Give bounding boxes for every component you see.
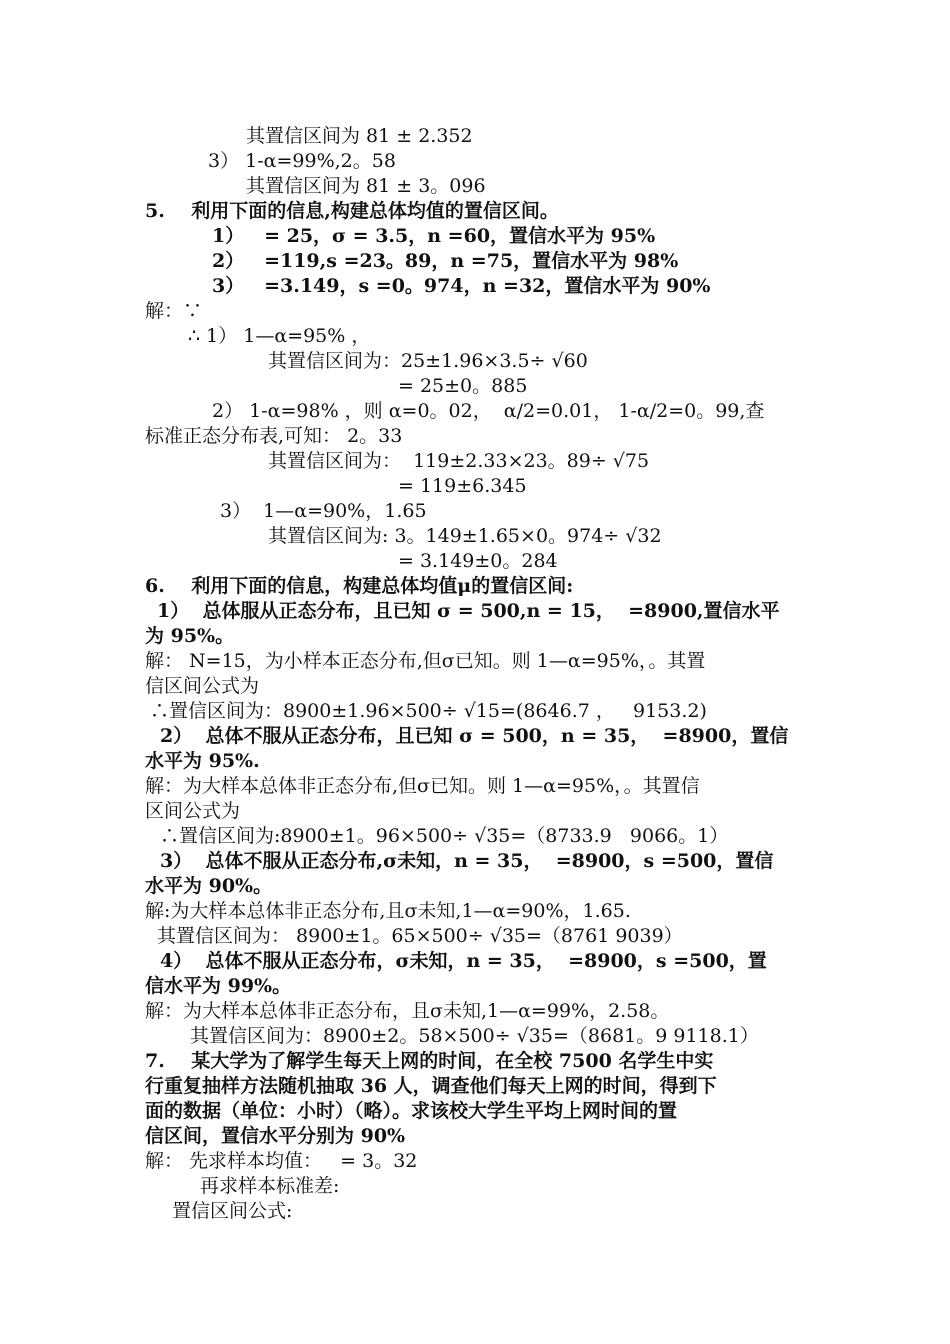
problem-5-heading: 5. 利用下面的信息,构建总体均值的置信区间。 [145,200,559,222]
text-line: 其置信区间为: 3。149±1.65×0。974÷ √32 [268,525,662,547]
problem-5-item-2: 2） =119,s =23。89，n =75，置信水平为 98% [212,250,679,272]
text-line: 其置信区间为 81 ± 3。096 [246,175,486,197]
text-line: 解： 先求样本均值： = 3。32 [145,1150,418,1172]
problem-7-text: 面的数据（单位：小时）（略）。求该校大学生平均上网时间的置 [145,1100,678,1122]
text-line: ∴置信区间为：8900±1.96×500÷ √15=(8646.7 ， 9153.2) [150,700,707,722]
text-line: 其置信区间为：8900±2。58×500÷ √35=（8681。9 9118.1） [190,1025,759,1047]
problem-6-item-1: 1） 总体服从正态分布，且已知 σ = 500,n = 15， =8900,置信水平 [157,600,780,622]
text-line: 区间公式为 [145,800,241,822]
text-line: ∴ 1） 1—α=95% ， [188,325,371,347]
problem-6-item-2: 2） 总体不服从正态分布，且已知 σ = 500，n = 35， =8900，置信 [160,725,789,747]
text-line: 解：为大样本总体非正态分布，且σ未知,1—α=99%，2.58。 [145,1000,670,1022]
problem-6-item-3: 3） 总体不服从正态分布,σ未知，n = 35， =8900，s =500，置信 [160,850,774,872]
problem-6-item-4: 4） 总体不服从正态分布，σ未知，n = 35， =8900，s =500，置 [160,950,767,972]
text-line: 解:为大样本总体非正态分布,且σ未知,1—α=90%，1.65. [145,900,631,922]
text-line: 信区间公式为 [145,675,260,697]
text-line: 3） 1-α=99%,2。58 [208,150,396,172]
problem-6-item-4-cont: 信水平为 99%。 [145,975,292,997]
problem-6-item-1-cont: 为 95%。 [145,625,235,647]
problem-5-item-1: 1） = 25，σ = 3.5，n =60，置信水平为 95% [212,225,656,247]
text-line: 其置信区间为：25±1.96×3.5÷ √60 [268,350,588,372]
text-line: 其置信区间为： 8900±1。65×500÷ √35=（8761 9039） [157,925,683,947]
text-line: ∴置信区间为:8900±1。96×500÷ √35=（8733.9 9066。1） [160,825,729,847]
text-line: 3） 1—α=90%，1.65 [220,500,427,522]
problem-7-heading: 7. 某大学为了解学生每天上网的时间，在全校 7500 名学生中实 [145,1050,714,1072]
text-line: 再求样本标准差: [200,1175,340,1197]
problem-6-item-2-cont: 水平为 95%. [145,750,260,772]
problem-6-item-3-cont: 水平为 90%。 [145,875,273,897]
text-line: 2） 1-α=98% ，则 α=0。02， α/2=0.01， 1-α/2=0。99,查 [212,400,765,422]
text-line: 解： N=15，为小样本正态分布,但σ已知。则 1—α=95%，。其置 [145,650,706,672]
text-line: 解：为大样本总体非正态分布,但σ已知。则 1—α=95%，。其置信 [145,775,700,797]
text-line: = 3.149±0。284 [398,550,558,572]
problem-7-text: 信区间，置信水平分别为 90% [145,1125,406,1147]
problem-5-item-3: 3） =3.149，s =0。974，n =32，置信水平为 90% [212,275,711,297]
text-line: 置信区间公式: [172,1200,293,1222]
text-line: 解：∵ [145,300,203,322]
text-line: = 119±6.345 [398,475,527,497]
text-line: 其置信区间为： 119±2.33×23。89÷ √75 [268,450,650,472]
text-line: = 25±0。885 [398,375,528,397]
text-line: 标准正态分布表,可知： 2。33 [145,425,403,447]
problem-7-text: 行重复抽样方法随机抽取 36 人，调查他们每天上网的时间，得到下 [145,1075,717,1097]
problem-6-heading: 6. 利用下面的信息，构建总体均值μ的置信区间: [145,575,574,597]
text-line: 其置信区间为 81 ± 2.352 [246,125,473,147]
